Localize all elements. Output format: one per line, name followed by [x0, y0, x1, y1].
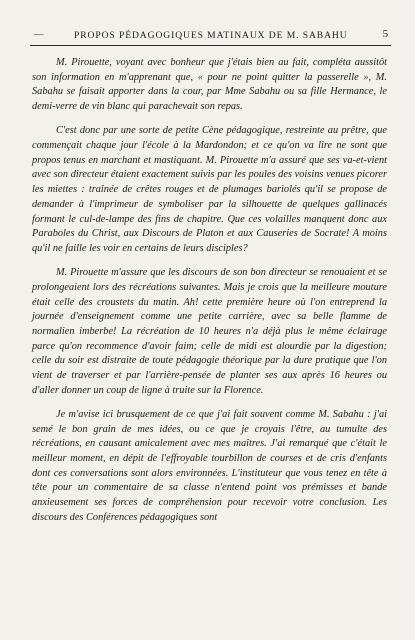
running-header	[30, 29, 391, 46]
paragraph: M. Pirouette, voyant avec bonheur que j'étais bien au fait, compléta aussitôt son information en m'apprenant que, « pour ne point quitter la passerelle », M. Sabahu se faisait apporter dans la cour, par Mme Sabahu ou sa fille Hermance, le demi-verre de vin blanc qui parachevait son repas.	[32, 57, 387, 113]
paragraph: C'est donc par une sorte de petite Cène pédagogique, restreinte au prêtre, que commençait chaque jour l'école à la Mardondon; et ce qu'on va lire ne sont que propos tenus en marchant et mastiquant. M. Pirouette m'a assuré que ses va-et-vient avec son directeur étaient exactement suivis par les poules des voisins venues picorer les miettes : traînée de crêtes rouges et de plumages bariolés qu'il se propose de demander à l'imprimeur de symboliser par la silhouette de quelques gallinacés formant le cul-de-lampe des fins de chapitre. Que ces volailles manquent donc aux Paraboles du Christ, aux Discours de Platon et aux Causeries de Socrate! A moins qu'il ne faille les voir en certains de leurs disciples?	[32, 125, 387, 254]
header-title: PROPOS PÉDAGOGIQUES MATINAUX DE M. SABAHU	[74, 30, 348, 41]
page-number: 5	[382, 28, 389, 40]
paragraph: Je m'avise ici brusquement de ce que j'ai fait souvent comme M. Sabahu : j'ai semé le bon grain de mes idées, ou ce que je croyais l'être, au tumulte des récréations, en causant amicalement avec mes maîtres. J'ai remarqué que c'était le meilleur moment, en dépit de l'effroyable tourbillon de courses et de cris d'enfants dont ces conversations sont alors environnées. L'instituteur que vous tenez en tête à tête pour un commentaire de sa classe n'entend point vos prémisses et bande anxieusement ses forces de compréhension pour recevoir votre conclusion. Les discours des Conférences pédagogiques sont	[32, 408, 387, 523]
paragraph: M. Pirouette m'assure que les discours de son bon directeur se renouaient et se prolongeaient lors des récréations suivantes. Mais je crois que la meilleure mouture était celle des croustets du matin. Ah! cette première heure où l'on entreprend la journée d'enseignement comme une petite carrière, avec sa belle flamme de normalien imberbe! La récréation de 10 heures n'a déjà plus le même éclairage parce qu'on recommence d'avoir faim; celle de midi est alourdie par la digestion; celle du soir est distraite de toute pédagogie théorique par la dure pratique que l'on vient de traverser et par l'arrière-pensée de planter ses aux après 16 heures ou d'aller donner un coup de ligne à truite sur la Florence.	[32, 267, 387, 396]
body-text	[32, 56, 387, 535]
header-dash: —	[34, 29, 45, 40]
